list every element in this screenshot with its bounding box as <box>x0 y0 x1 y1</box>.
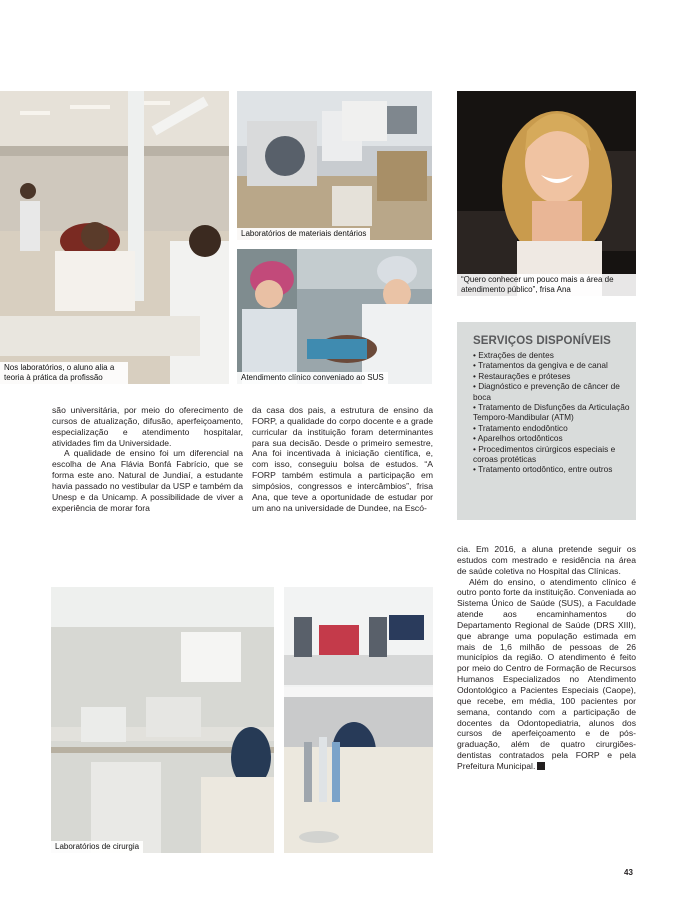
services-list-item: • Tratamento endodôntico <box>473 423 633 433</box>
services-list <box>473 350 633 475</box>
services-list-item: • Extrações de dentes <box>473 350 633 360</box>
services-list-item: • Restaurações e próteses <box>473 371 633 381</box>
materials-lab-caption: Laboratórios de materiais dentários <box>237 228 370 241</box>
surgery-lab-image <box>51 587 274 853</box>
article-paragraph-wrap <box>457 577 636 772</box>
services-box-title: SERVIÇOS DISPONÍVEIS <box>473 335 611 347</box>
photo-surgery-lab <box>51 587 274 853</box>
lab-students-caption: Nos laboratórios, o aluno alia a teoria à prática da profissão <box>0 362 128 384</box>
services-list-item: • Tratamentos da gengiva e de canal <box>473 360 633 370</box>
portrait-image <box>457 91 636 296</box>
article-column-2 <box>252 405 433 513</box>
photo-microscope-lab <box>284 587 433 853</box>
services-list-item: • Aparelhos ortodônticos <box>473 433 633 443</box>
clinic-image <box>237 249 432 384</box>
article-paragraph: cia. Em 2016, a aluna pretende seguir os estudos com mestrado e residência na área de saúde coletiva no Hospital das Clínicas. <box>457 544 636 576</box>
microscope-lab-image <box>284 587 433 853</box>
clinic-caption: Atendimento clínico conveniado ao SUS <box>237 372 388 385</box>
services-box <box>457 322 636 520</box>
page-number: 43 <box>624 868 633 877</box>
photo-portrait <box>457 91 636 296</box>
services-list-item: • Tratamento ortodôntico, entre outros <box>473 464 633 474</box>
end-of-article-mark <box>537 762 545 770</box>
services-list-item: • Tratamento de Disfunções da Articulação Temporo-Mandibular (ATM) <box>473 402 633 423</box>
surgery-lab-caption: Laboratórios de cirurgia <box>51 841 143 854</box>
portrait-caption: “Quero conhecer um pouco mais a área de atendimento público”, frisa Ana <box>457 274 636 296</box>
services-list-item: • Procedimentos cirúrgicos especiais e coroas protéticas <box>473 444 633 465</box>
photo-clinic <box>237 249 432 384</box>
photo-materials-lab <box>237 91 432 240</box>
article-column-3 <box>457 544 636 772</box>
article-paragraph: Além do ensino, o atendimento clínico é outro ponto forte da instituição. Conveniada ao Sistema Único de Saúde (SUS), a Faculdade atende aos encaminhamentos do Departamento Regional de Saúde (DRS XIII), que abrange uma população estimada em mais de 1,6 milhão de pessoas de 26 municípios da região. O atendimento é feito por meio do Centro de Formação de Recursos Humanos Especializados no Atendimento Odontológico a Pacientes Especiais (Caope), que recebe, em média, 100 pacientes por semana, contando com a participação de docentes da Odontopediatria, alunos dos cursos de aperfeiçoamento e de pós-graduação, além de quatro cirurgiões-dentistas contratados pela FORP e pela Prefeitura Municipal. <box>457 576 636 771</box>
lab-students-image <box>0 91 229 384</box>
photo-lab-students <box>0 91 229 384</box>
article-paragraph: A qualidade de ensino foi um diferencial na escolha de Ana Flávia Bonfá Fabrício, que se forma este ano. Natural de Jundiaí, a estudante havia passado no vestibular da USP e também da Unesp e da Unicamp. A possibilidade de viver a experiência de morar fora <box>52 448 243 513</box>
article-paragraph: são universitária, por meio do oferecimento de cursos de atualização, difusão, aperfeiçoamento, especialização e atendimento hospitalar, atividades fim da Universidade. <box>52 405 243 448</box>
services-list-item: • Diagnóstico e prevenção de câncer de boca <box>473 381 633 402</box>
materials-lab-image <box>237 91 432 240</box>
article-paragraph: da casa dos pais, a estrutura de ensino da FORP, a qualidade do corpo docente e a grade curricular da instituição foram determinantes para sua decisão. Desde o primeiro semestre, Ana foi incentivada à iniciação científica, e, com isso, conseguiu bolsa de estudos. “A FORP também estimula a participação em simpósios, congressos e intercâmbios”, frisa Ana, que teve a oportunidade de estudar por um ano na universidade de Dundee, na Escó- <box>252 405 433 513</box>
article-column-1 <box>52 405 243 513</box>
